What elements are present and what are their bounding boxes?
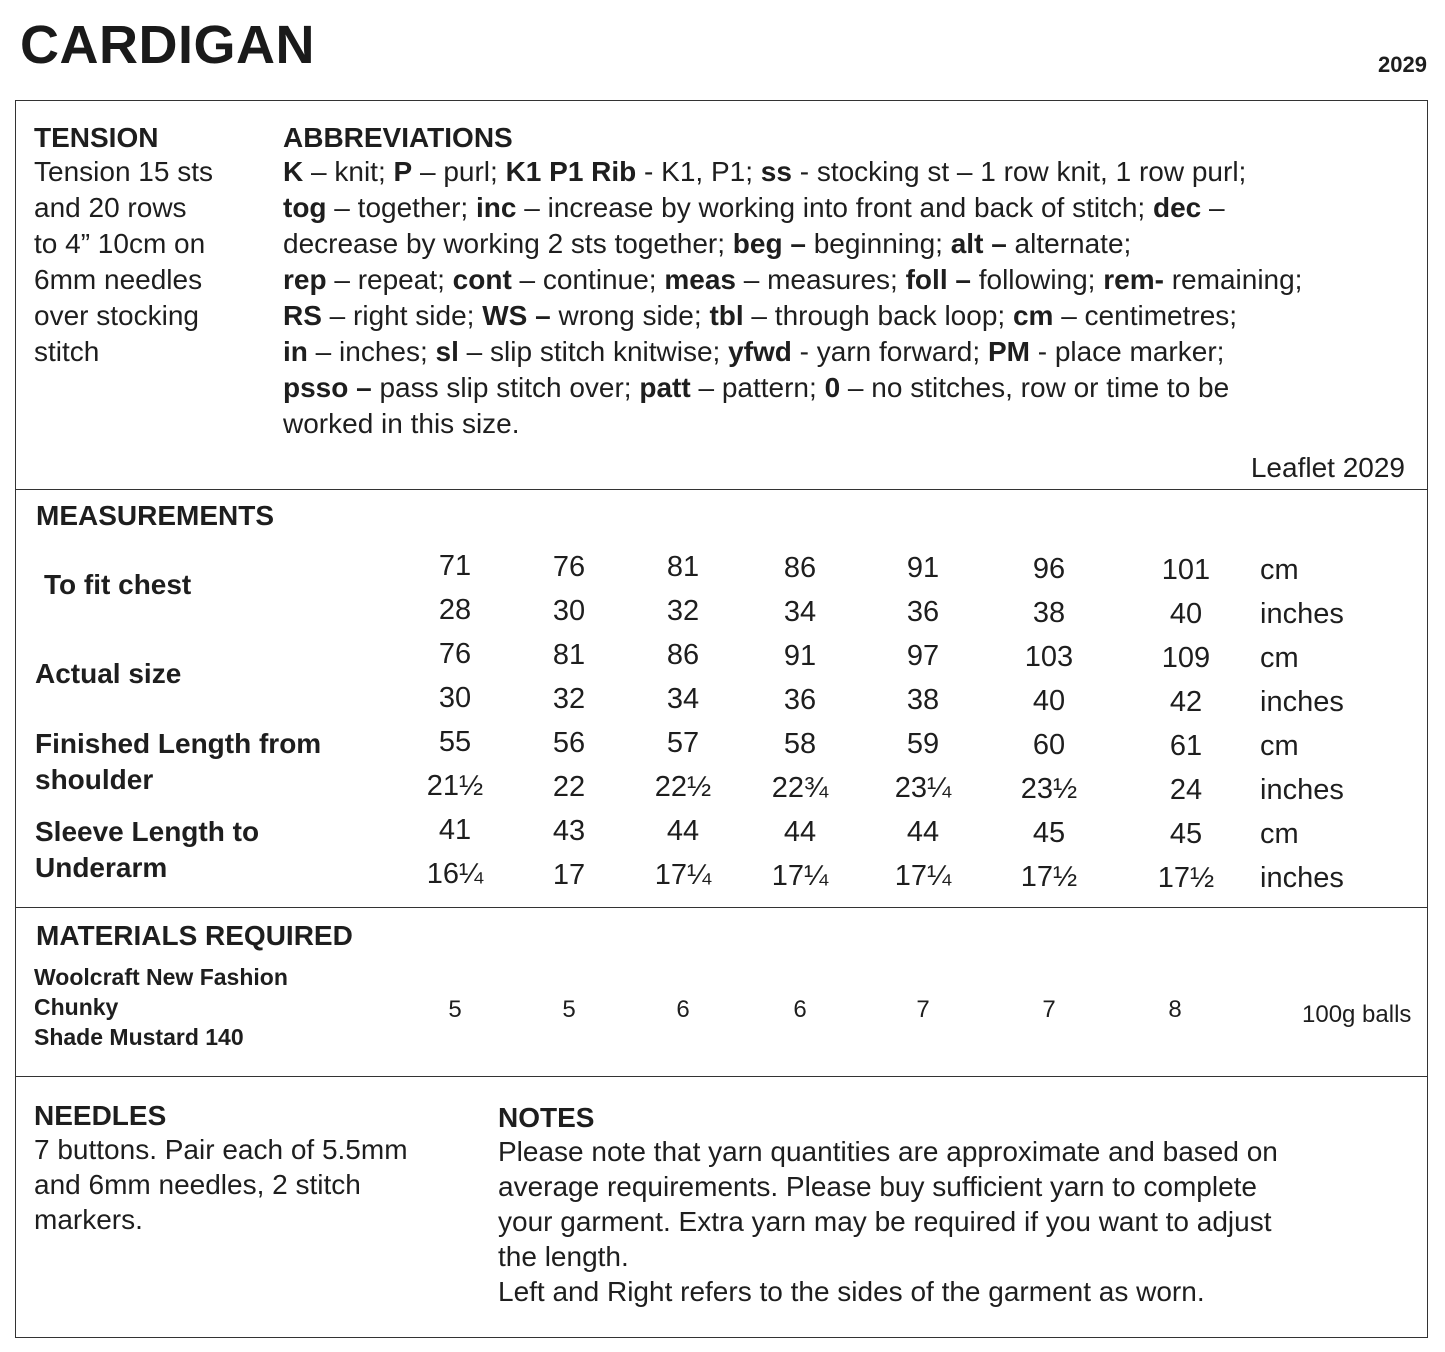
tension-line: Tension 15 sts [34, 156, 213, 187]
page-title: CARDIGAN [20, 15, 315, 75]
notes-text [498, 1134, 1398, 1309]
notes-line: the length. [498, 1241, 629, 1272]
measurement-value: 91 [906, 552, 940, 585]
measurement-row [0, 682, 1445, 722]
measurement-label-line: Underarm [35, 852, 168, 883]
measurement-value: 44 [666, 815, 700, 848]
measurement-value: 57 [666, 727, 700, 760]
abbreviation-definition: pass slip stitch over; [371, 372, 640, 403]
divider [15, 1076, 1428, 1077]
tension-line: stitch [34, 336, 100, 367]
needles-heading: NEEDLES [34, 1100, 167, 1131]
measurement-value: 17½ [1020, 861, 1078, 893]
needles-text [34, 1132, 474, 1237]
measurement-value: 44 [906, 816, 940, 849]
measurement-value: 42 [1169, 685, 1203, 718]
abbreviation-line [283, 406, 1423, 442]
measurement-row [0, 550, 1445, 590]
measurement-value: 22¾ [771, 771, 829, 804]
measurement-value: 56 [552, 726, 586, 759]
divider [15, 489, 1428, 490]
measurement-value: 24 [1169, 773, 1203, 806]
abbreviation-term: meas [664, 264, 736, 295]
abbreviation-line [283, 298, 1423, 334]
measurement-value: 86 [666, 639, 700, 672]
measurement-value: 34 [666, 683, 700, 716]
tension-section [34, 122, 269, 370]
measurement-value: 30 [552, 594, 586, 627]
measurement-value: 81 [552, 638, 586, 671]
materials-quantity: 6 [676, 996, 690, 1023]
abbreviation-definition: wrong side; [550, 300, 710, 331]
measurement-unit: cm [1260, 730, 1299, 762]
measurement-value: 38 [1032, 597, 1066, 629]
pattern-code: 2029 [1378, 52, 1427, 77]
tension-heading: TENSION [34, 122, 159, 153]
abbreviation-term: tbl [709, 300, 744, 331]
abbreviation-definition: - stocking st – 1 row knit, 1 row purl; [791, 156, 1247, 187]
measurements-heading: MEASUREMENTS [36, 500, 275, 531]
abbreviation-term: rep [283, 264, 327, 295]
abbreviation-definition: – together; [326, 192, 476, 223]
notes-line: Please note that yarn quantities are approximate and based on [498, 1136, 1278, 1167]
abbreviation-term: rem- [1103, 264, 1164, 295]
measurement-row [0, 594, 1445, 634]
abbreviation-line [283, 226, 1423, 262]
abbreviation-definition: – repeat; [326, 264, 453, 295]
measurement-value: 61 [1169, 729, 1203, 762]
measurement-label-line: To fit chest [44, 569, 192, 600]
abbreviation-line [283, 262, 1423, 298]
abbreviation-definition: – increase by working into front and back of stitch; [516, 192, 1153, 223]
measurement-row [0, 814, 1445, 854]
notes-section [498, 1102, 1398, 1309]
measurement-value: 86 [783, 551, 817, 584]
measurement-row [0, 770, 1445, 810]
measurement-value: 22½ [654, 771, 712, 804]
materials-quantity: 7 [1042, 996, 1056, 1023]
abbreviation-term: 0 [824, 372, 841, 403]
abbreviation-term: patt [639, 372, 691, 403]
measurement-value: 60 [1032, 729, 1066, 761]
abbreviation-term: in [283, 336, 308, 367]
measurement-value: 23¼ [894, 772, 952, 805]
needles-line: 7 buttons. Pair each of 5.5mm [34, 1134, 408, 1165]
abbreviation-term: RS [283, 300, 322, 331]
measurement-value: 38 [906, 684, 940, 717]
measurement-unit: cm [1260, 642, 1299, 674]
measurement-value: 32 [552, 682, 586, 715]
abbreviation-line [283, 334, 1423, 370]
measurement-value: 34 [783, 595, 817, 628]
measurement-unit: inches [1260, 862, 1344, 894]
abbreviation-definition: - K1, P1; [636, 156, 761, 187]
measurement-row [0, 726, 1445, 766]
measurement-value: 109 [1161, 641, 1211, 674]
abbreviation-definition: following; [970, 264, 1104, 295]
measurement-value: 97 [906, 640, 940, 673]
measurement-value: 71 [438, 550, 472, 582]
measurement-value: 36 [906, 596, 940, 629]
abbreviations-text [283, 154, 1423, 442]
abbreviation-term: inc [475, 192, 517, 223]
measurement-value: 76 [552, 550, 586, 583]
materials-quantity: 8 [1168, 996, 1182, 1023]
abbreviation-term: sl [435, 336, 459, 367]
measurement-value: 58 [783, 727, 817, 760]
abbreviation-definition: – inches; [307, 336, 436, 367]
abbreviation-term: alt – [950, 228, 1007, 259]
abbreviation-definition: - place marker; [1029, 336, 1225, 367]
materials-line: Shade Mustard 140 [34, 1024, 244, 1050]
notes-heading: NOTES [498, 1102, 595, 1133]
measurement-value: 45 [1169, 817, 1203, 850]
measurement-value: 17½ [1157, 861, 1215, 894]
measurement-value: 22 [552, 770, 586, 803]
measurement-value: 76 [438, 638, 472, 670]
measurement-value: 45 [1032, 817, 1066, 849]
measurement-value: 23½ [1020, 773, 1078, 805]
materials-quantity: 5 [448, 996, 462, 1023]
measurement-unit: cm [1260, 554, 1299, 586]
materials-quantity: 7 [916, 996, 930, 1023]
abbreviation-term: tog [283, 192, 327, 223]
abbreviation-term: psso – [283, 372, 372, 403]
abbreviation-definition: – no stitches, row or time to be [840, 372, 1230, 403]
tension-text [34, 154, 269, 370]
measurement-row [0, 638, 1445, 678]
measurement-value: 28 [438, 594, 472, 626]
abbreviation-term: cont [452, 264, 512, 295]
needles-section [34, 1100, 474, 1237]
measurement-label-line: Actual size [35, 658, 182, 689]
measurement-value: 44 [783, 815, 817, 848]
abbreviation-line [283, 154, 1423, 190]
measurement-value: 59 [906, 728, 940, 761]
tension-line: over stocking [34, 300, 199, 331]
divider [15, 907, 1428, 908]
measurement-value: 36 [783, 683, 817, 716]
abbreviation-definition: – centimetres; [1053, 300, 1238, 331]
measurement-value: 41 [438, 814, 472, 846]
abbreviation-definition: – through back loop; [743, 300, 1013, 331]
abbreviation-term: K [283, 156, 304, 187]
measurement-label-line: Sleeve Length to [35, 816, 260, 847]
measurement-value: 21½ [426, 770, 484, 802]
measurement-unit: cm [1260, 818, 1299, 850]
abbreviation-definition: – pattern; [690, 372, 825, 403]
needles-line: and 6mm needles, 2 stitch [34, 1169, 361, 1200]
abbreviation-term: PM [987, 336, 1030, 367]
measurement-row [0, 858, 1445, 898]
tension-line: to 4” 10cm on [34, 228, 206, 259]
tension-line: 6mm needles [34, 264, 203, 295]
tension-line: and 20 rows [34, 192, 187, 223]
materials-heading: MATERIALS REQUIRED [36, 920, 353, 951]
measurement-value: 16¼ [426, 858, 484, 890]
abbreviation-term: beg – [732, 228, 806, 259]
measurement-value: 55 [438, 726, 472, 758]
measurement-value: 40 [1032, 685, 1066, 717]
abbreviation-term: WS – [482, 300, 551, 331]
notes-line: your garment. Extra yarn may be required if you want to adjust [498, 1206, 1272, 1237]
abbreviation-definition: alternate; [1006, 228, 1132, 259]
abbreviation-definition: remaining; [1163, 264, 1303, 295]
materials-line: Woolcraft New Fashion [34, 964, 288, 990]
materials-line: Chunky [34, 994, 119, 1020]
measurement-value: 103 [1024, 641, 1074, 673]
notes-line: Left and Right refers to the sides of the garment as worn. [498, 1276, 1205, 1307]
abbreviation-term: dec [1153, 192, 1202, 223]
measurement-label-line: Finished Length from [35, 728, 322, 759]
measurement-unit: inches [1260, 686, 1344, 718]
materials-quantity: 5 [562, 996, 576, 1023]
measurement-value: 17¼ [654, 859, 712, 892]
notes-line: average requirements. Please buy sufficient yarn to complete [498, 1171, 1258, 1202]
abbreviation-definition: – slip stitch knitwise; [458, 336, 729, 367]
abbreviation-term: K1 P1 Rib [505, 156, 637, 187]
abbreviation-definition: - yarn forward; [791, 336, 988, 367]
measurement-unit: inches [1260, 598, 1344, 630]
abbreviation-definition: – [1201, 192, 1225, 223]
abbreviation-term: yfwd [728, 336, 792, 367]
measurement-unit: inches [1260, 774, 1344, 806]
abbreviation-definition: beginning; [805, 228, 951, 259]
abbreviations-heading: ABBREVIATIONS [283, 122, 513, 153]
needles-line: markers. [34, 1204, 143, 1235]
measurement-value: 17 [552, 858, 586, 891]
abbreviation-line [283, 370, 1423, 406]
measurement-value: 17¼ [894, 860, 952, 893]
leaflet-reference: Leaflet 2029 [1250, 452, 1405, 483]
abbreviation-term: P [393, 156, 413, 187]
abbreviation-term: cm [1012, 300, 1054, 331]
abbreviation-term: foll – [905, 264, 971, 295]
materials-unit: 100g balls [1302, 1001, 1412, 1028]
abbreviation-line [283, 190, 1423, 226]
measurement-value: 96 [1032, 553, 1066, 585]
measurement-label-line: shoulder [35, 764, 154, 795]
abbreviation-term: ss [760, 156, 792, 187]
materials-quantity: 6 [793, 996, 807, 1023]
abbreviation-definition: – measures; [735, 264, 906, 295]
measurement-value: 101 [1161, 553, 1211, 586]
materials-yarn [34, 962, 288, 1052]
measurement-value: 81 [666, 551, 700, 584]
abbreviations-section [283, 122, 1423, 442]
abbreviation-definition: decrease by working 2 sts together; [283, 228, 733, 259]
measurement-value: 32 [666, 595, 700, 628]
measurement-value: 40 [1169, 597, 1203, 630]
measurement-value: 30 [438, 682, 472, 714]
measurement-value: 91 [783, 639, 817, 672]
abbreviation-definition: – knit; [303, 156, 394, 187]
measurement-value: 43 [552, 814, 586, 847]
abbreviation-definition: – right side; [321, 300, 483, 331]
measurement-value: 17¼ [771, 859, 829, 892]
abbreviation-definition: worked in this size. [283, 408, 520, 439]
abbreviation-definition: – purl; [412, 156, 506, 187]
abbreviation-definition: – continue; [511, 264, 665, 295]
